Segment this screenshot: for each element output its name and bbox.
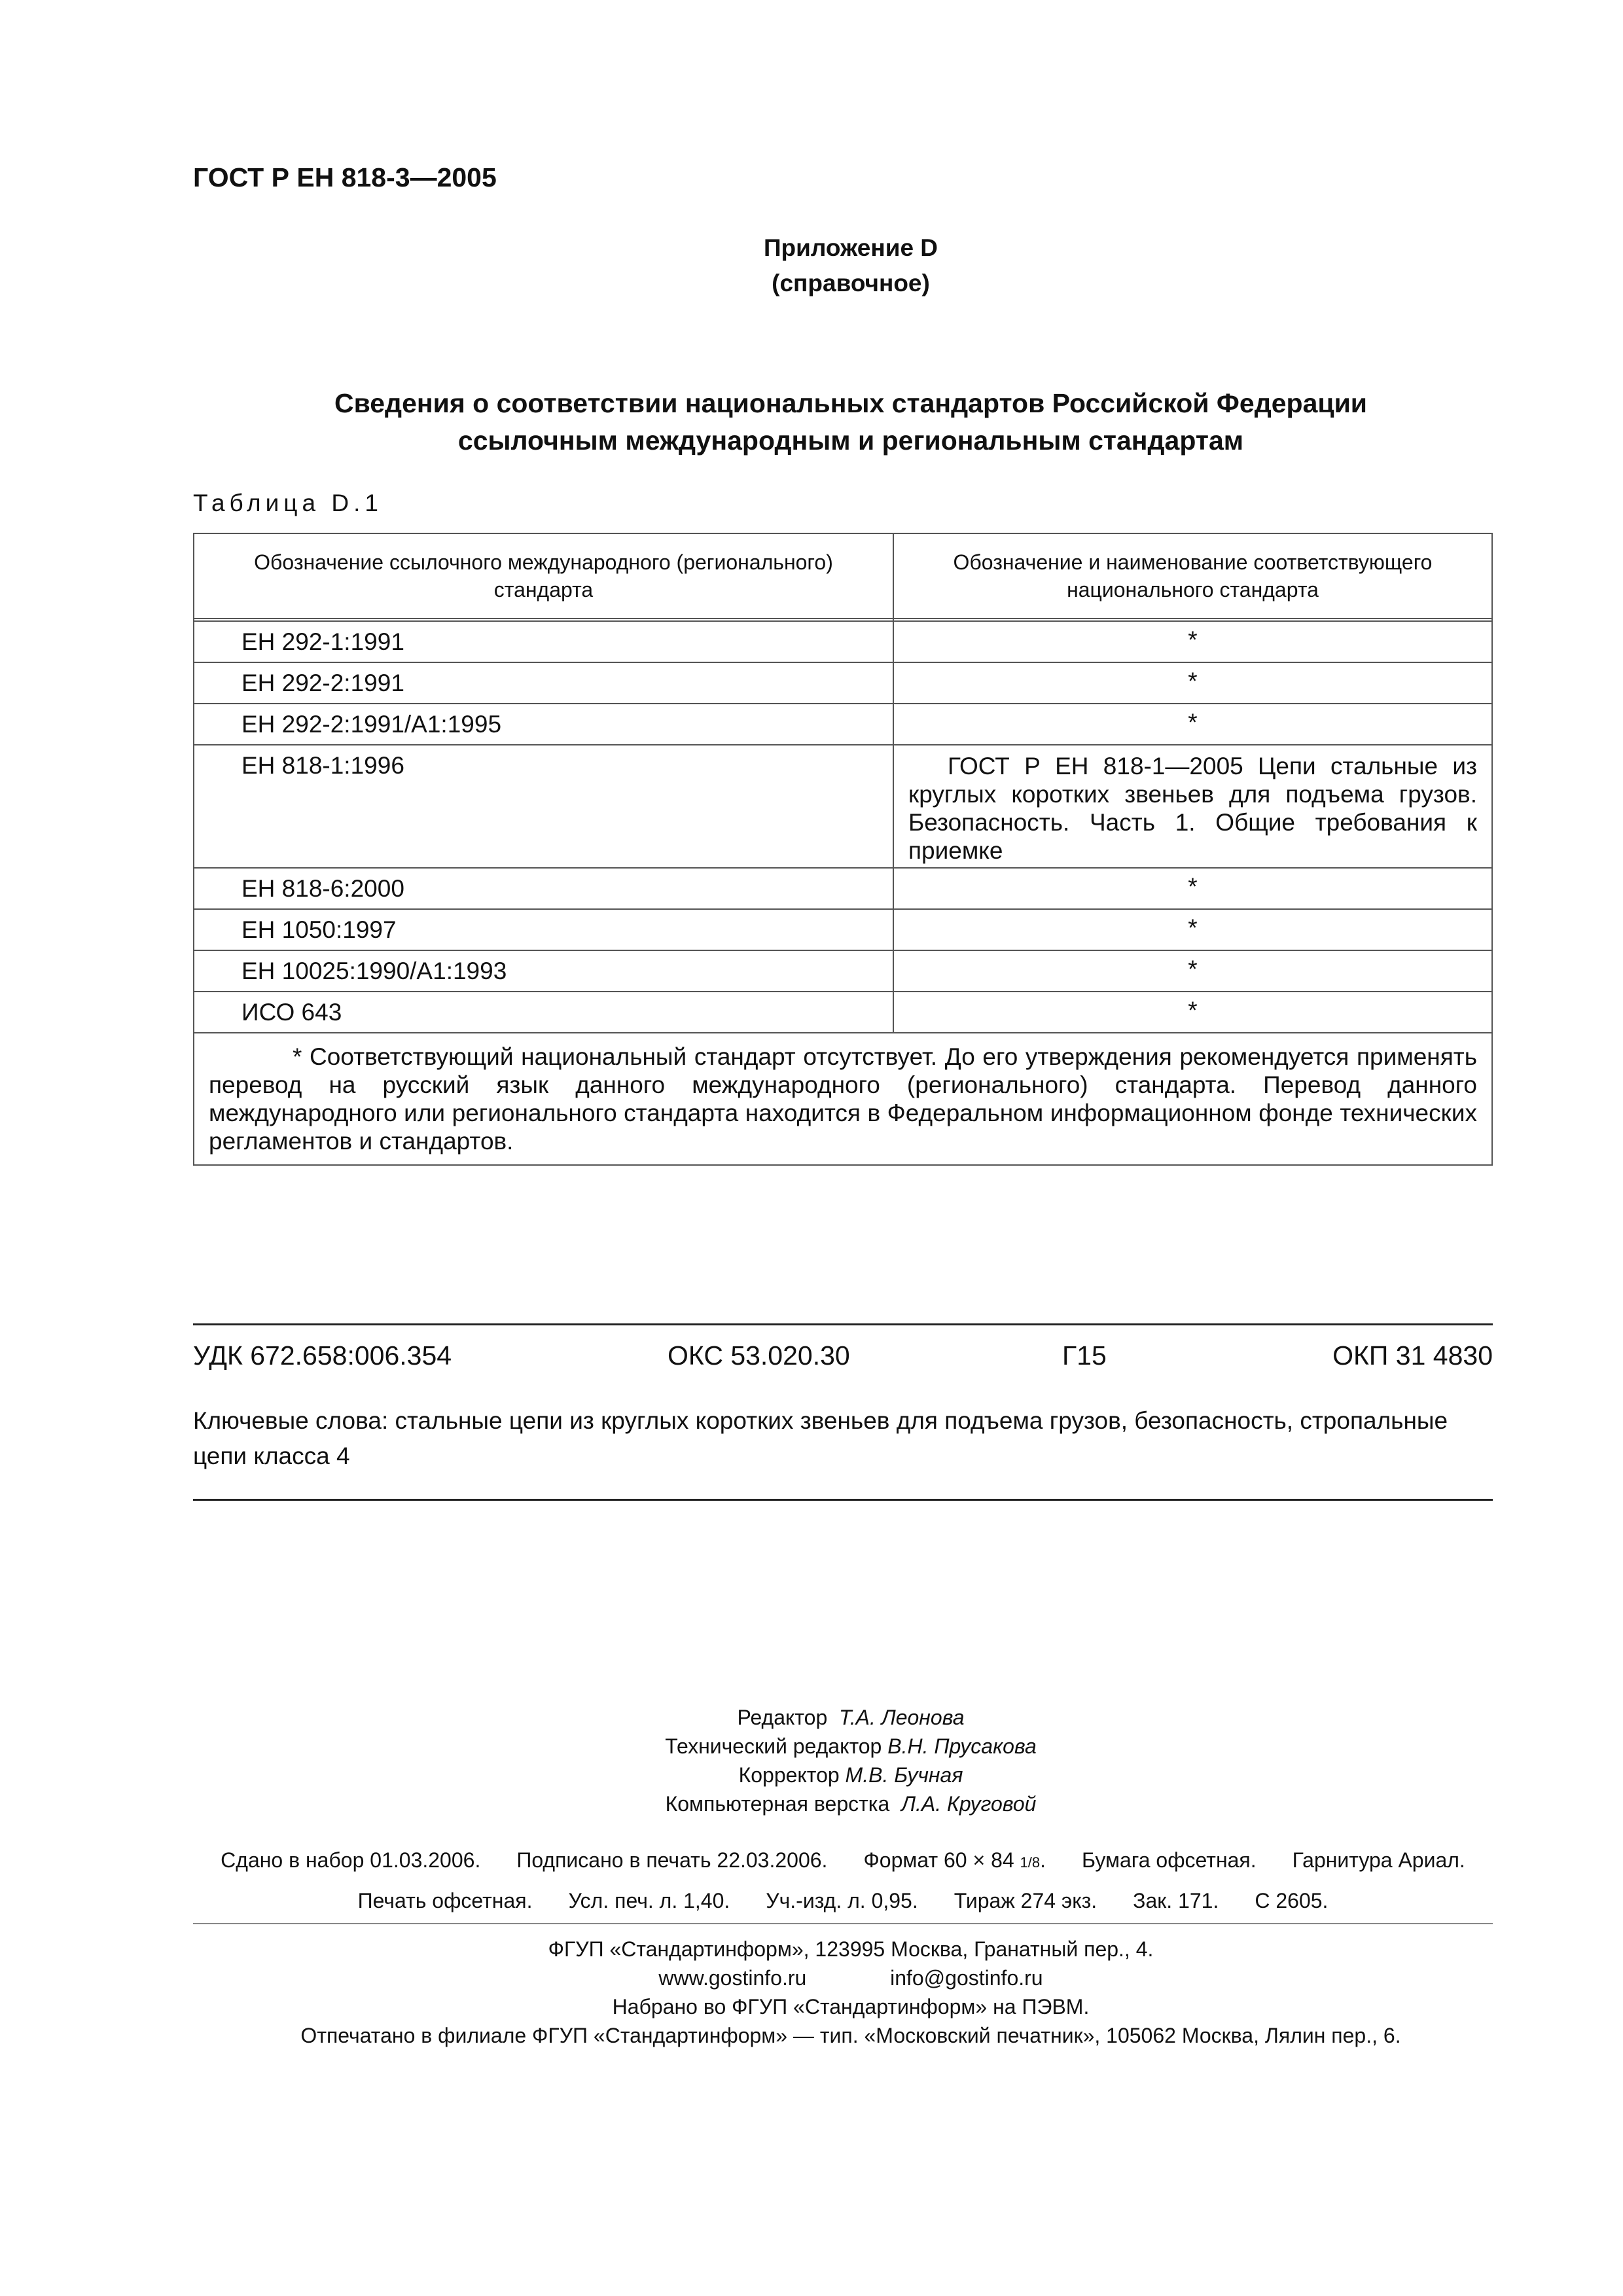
print-info-item: Тираж 274 экз. — [954, 1889, 1097, 1912]
print-info-row-2 — [193, 1882, 1493, 1920]
heading-line-1: Сведения о соответствии национальных стандартов Российской Федерации — [334, 388, 1368, 418]
print-info-item: Бумага офсетная. — [1082, 1848, 1257, 1872]
print-info-item: Подписано в печать 22.03.2006. — [516, 1848, 828, 1872]
table-row — [194, 745, 1492, 868]
ref-cell: ЕН 10025:1990/А1:1993 — [194, 950, 893, 992]
table-row — [194, 704, 1492, 745]
ref-cell: ЕН 818-1:1996 — [194, 745, 893, 868]
table-footnote: * Соответствующий национальный стандарт отсутствует. До его утверждения рекомендуется применять перевод на русский язык данного международного (регионального) стандарта. Перевод данного международного или регионального стандарта находится в Федеральном информационном фонде технических регламентов и стандартов. — [194, 1033, 1492, 1165]
credit-name: М.В. Бучная — [845, 1763, 963, 1787]
okp-code: ОКП 31 4830 — [1332, 1340, 1493, 1371]
table-row — [194, 950, 1492, 992]
publisher-printed: Отпечатано в филиале ФГУП «Стандартинформ» — тип. «Московский печатник», 105062 Москва, Лялин пер., 6. — [300, 2024, 1401, 2047]
credit-role: Компьютерная верстка — [665, 1792, 890, 1816]
credit-role: Технический редактор — [665, 1734, 882, 1758]
column-header-national: Обозначение и наименование соответствующего национального стандарта — [893, 533, 1492, 619]
print-info-item: Формат 60 × 84 1/8. — [863, 1848, 1046, 1872]
ref-cell: ЕН 818-6:2000 — [194, 868, 893, 909]
format-fraction: 1/8 — [1020, 1854, 1041, 1871]
publisher-contacts — [0, 1964, 1623, 1992]
national-cell: * — [893, 992, 1492, 1033]
publisher-website: www.gostinfo.ru — [658, 1966, 807, 1990]
section-heading — [0, 385, 1623, 459]
heading-line-2: ссылочным международным и региональным стандартам — [457, 425, 1244, 456]
national-cell: * — [893, 621, 1492, 662]
table-row — [194, 909, 1492, 950]
keywords: Ключевые слова: стальные цепи из круглых коротких звеньев для подъема грузов, безопасность, стропальные цепи класса 4 — [193, 1407, 1448, 1469]
publisher-address: ФГУП «Стандартинформ», 123995 Москва, Гранатный пер., 4. — [548, 1937, 1154, 1961]
publisher-typeset: Набрано во ФГУП «Стандартинформ» на ПЭВМ. — [612, 1995, 1090, 2018]
credit-line — [0, 1761, 1623, 1789]
g-code: Г15 — [1062, 1340, 1107, 1371]
table-row — [194, 992, 1492, 1033]
appendix-subtitle: (справочное) — [772, 270, 930, 296]
national-cell: * — [893, 704, 1492, 745]
divider-top — [193, 1323, 1493, 1325]
national-cell: * — [893, 662, 1492, 704]
print-info-item: Уч.-изд. л. 0,95. — [766, 1889, 918, 1912]
credits-block — [0, 1703, 1623, 1818]
credit-line — [0, 1732, 1623, 1761]
credit-role: Корректор — [738, 1763, 840, 1787]
national-cell: * — [893, 868, 1492, 909]
divider-bottom — [193, 1499, 1493, 1501]
print-info-item: Зак. 171. — [1133, 1889, 1219, 1912]
column-header-ref: Обозначение ссылочного международного (регионального) стандарта — [194, 533, 893, 619]
print-info-item: Усл. печ. л. 1,40. — [568, 1889, 730, 1912]
format-value: Формат 60 × 84 — [863, 1848, 1014, 1872]
table-row — [194, 621, 1492, 662]
document-code: ГОСТ Р ЕН 818-3—2005 — [193, 162, 497, 192]
print-info — [193, 1841, 1493, 1920]
print-info-row-1 — [193, 1841, 1493, 1882]
print-info-item: Гарнитура Ариал. — [1292, 1848, 1465, 1872]
print-info-item: Печать офсетная. — [357, 1889, 533, 1912]
table-label: Таблица D.1 — [193, 490, 383, 516]
national-cell: ГОСТ Р ЕН 818-1—2005 Цепи стальные из круглых коротких звеньев для подъема грузов. Безопасность. Часть 1. Общие требования к приемке — [893, 745, 1492, 868]
ref-cell: ЕН 292-2:1991/А1:1995 — [194, 704, 893, 745]
national-cell: * — [893, 950, 1492, 992]
national-cell: * — [893, 909, 1492, 950]
ref-cell: ЕН 1050:1997 — [194, 909, 893, 950]
ref-cell: ЕН 292-1:1991 — [194, 621, 893, 662]
udk-code: УДК 672.658:006.354 — [193, 1340, 452, 1371]
table-header-row — [194, 533, 1492, 619]
oks-code: ОКС 53.020.30 — [668, 1340, 850, 1371]
publisher-block — [0, 1935, 1623, 2050]
print-info-item: Сдано в набор 01.03.2006. — [221, 1848, 481, 1872]
credit-line — [0, 1789, 1623, 1818]
reference-table — [193, 533, 1493, 1166]
appendix-block — [0, 230, 1623, 301]
print-info-item: С 2605. — [1255, 1889, 1329, 1912]
table-row — [194, 662, 1492, 704]
appendix-title: Приложение D — [763, 234, 938, 261]
credit-name: Л.А. Круговой — [901, 1792, 1037, 1816]
ref-cell: ИСО 643 — [194, 992, 893, 1033]
table-row — [194, 868, 1492, 909]
table-note-row — [194, 1033, 1492, 1165]
credit-name: Т.А. Леонова — [839, 1706, 965, 1729]
publisher-email: info@gostinfo.ru — [890, 1966, 1043, 1990]
credit-name: В.Н. Прусакова — [887, 1734, 1037, 1758]
credit-role: Редактор — [737, 1706, 828, 1729]
credit-line — [0, 1703, 1623, 1732]
divider-publisher — [193, 1923, 1493, 1924]
ref-cell: ЕН 292-2:1991 — [194, 662, 893, 704]
